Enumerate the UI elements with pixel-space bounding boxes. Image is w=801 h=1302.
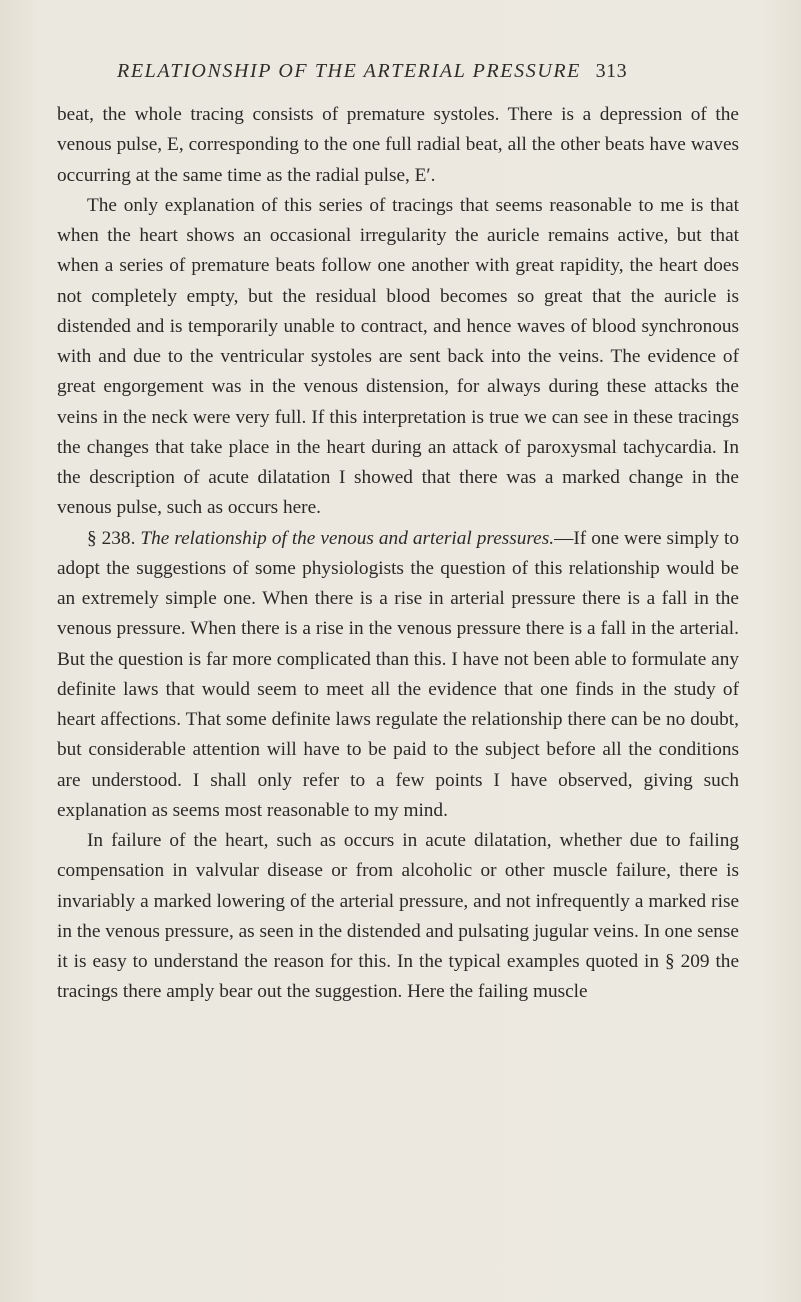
paragraph-explanation: The only explanation of this series of tracings that seems reasonable to me is that when the heart shows an occasional irregularity the auricle remains active, but that when a series of premature beats follow one another with great rapidity, the heart does not completely empty, but the residual blood becomes so great that the auricle is distended and is temporarily unable to contract, and hence waves of blood synchronous with and due to the ventricular systoles are sent back into the veins. The evidence of great engorgement was in the venous distension, for always during these attacks the veins in the neck were very full. If this interpretation is true we can see in these tracings the changes that take place in the heart during an attack of paroxysmal tachycardia. In the description of acute dilatation I showed that there was a marked change in the venous pulse, such as occurs here. — [57, 194, 739, 519]
paragraph-continuation: beat, the whole tracing consists of premature systoles. There is a depression of the venous pulse, E, corresponding to the one full radial beat, all the other beats have waves occurring at the same time as the radial pulse, E′. — [57, 104, 739, 186]
paragraph-section-238 — [57, 524, 739, 827]
body-text — [57, 100, 739, 1008]
paragraph-heart-failure: In failure of the heart, such as occurs in acute dilatation, whether due to failing compensation in valvular disease or from alcoholic or other muscle failure, there is invariably a marked lowering of the arterial pressure, and not infrequently a marked rise in the venous pressure, as seen in the distended and pulsating jugular veins. In one sense it is easy to understand the reason for this. In the typical examples quoted in § 209 the tracings there amply bear out the suggestion. Here the failing muscle — [57, 830, 739, 1003]
section-body: —If one were simply to adopt the suggestions of some physiologists the question of this relationship would be an extremely simple one. When there is a rise in arterial pressure there is a fall in the venous pressure. When there is a rise in the venous pressure there is a fall in the arterial. But the question is far more complicated than this. I have not been able to formulate any definite laws that would seem to meet all the evidence that one finds in the study of heart affections. That some definite laws regulate the relationship there can be no doubt, but considerable attention will have to be paid to the subject before all the conditions are understood. I shall only refer to a few points I have observed, giving such explanation as seems most reasonable to my mind. — [57, 527, 740, 821]
running-title: RELATIONSHIP OF THE ARTERIAL PRESSURE — [117, 60, 581, 82]
running-header — [117, 60, 747, 83]
section-number: § 238. — [87, 527, 136, 549]
page-number: 313 — [595, 60, 628, 82]
section-title: The relationship of the venous and arterial pressures. — [140, 527, 555, 549]
